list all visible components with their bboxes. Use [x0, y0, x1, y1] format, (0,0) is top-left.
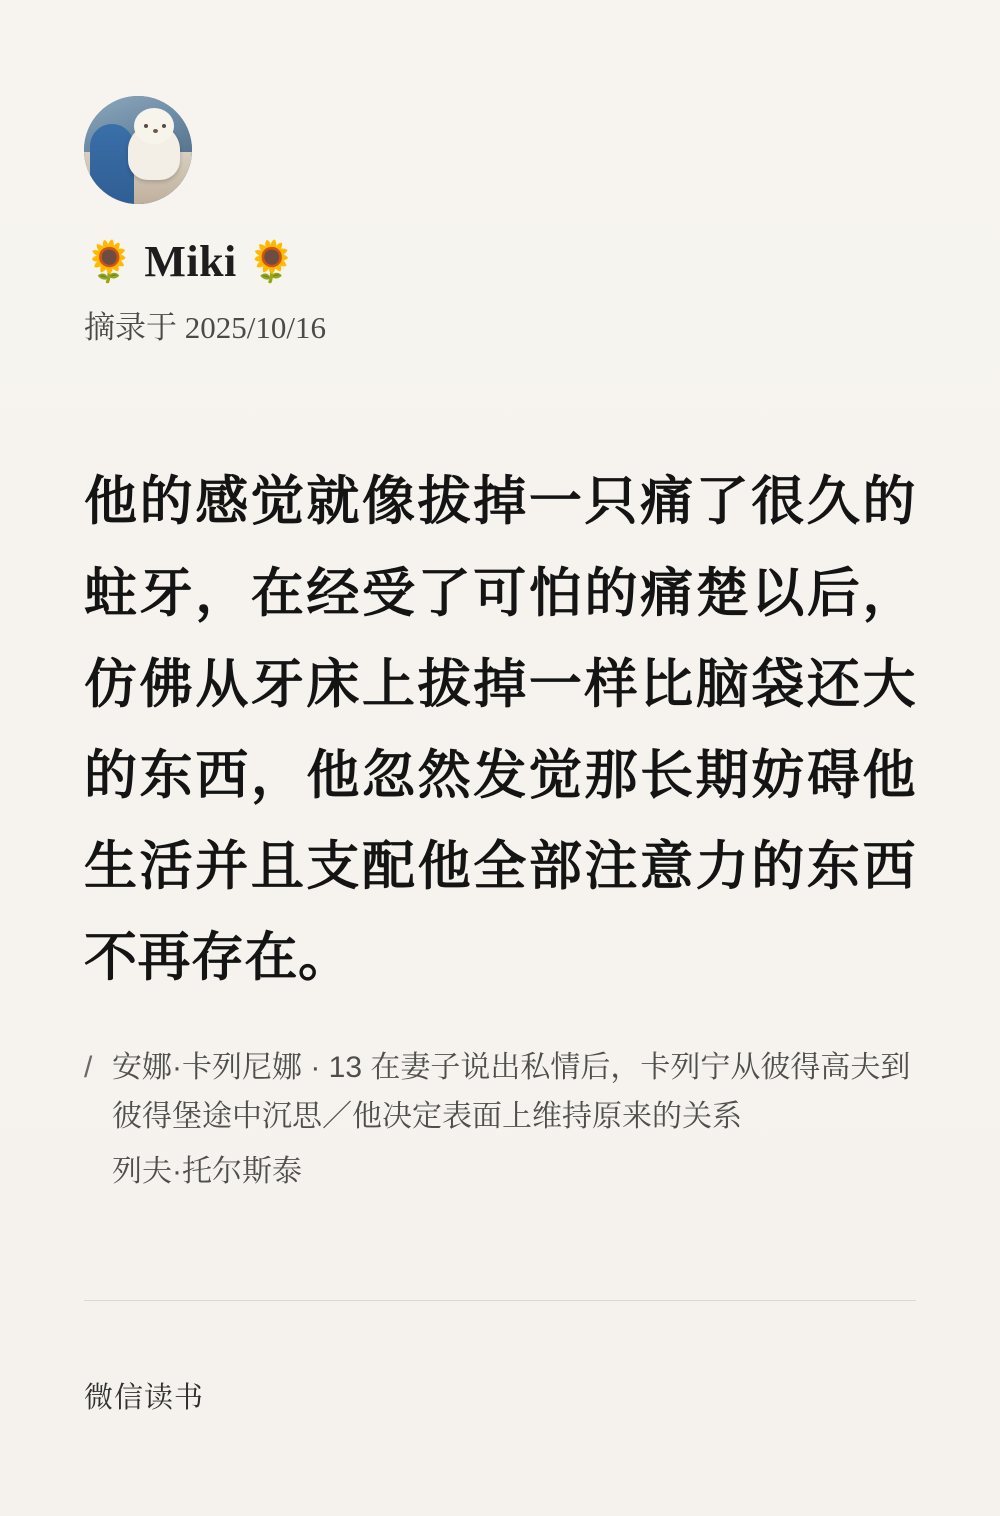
avatar-person-shape [90, 124, 134, 204]
avatar[interactable] [84, 96, 192, 204]
footer-divider [84, 1300, 916, 1301]
sunflower-icon-right: 🌻 [246, 239, 298, 285]
source-reference-label: 安娜·卡列尼娜 · 13 在妻子说出私情后，卡列宁从彼得高夫到彼得堡途中沉思／他决定表面上维持原来的关系 [112, 1051, 911, 1133]
excerpt-date-label: 摘录于 2025/10/16 [84, 310, 326, 346]
sunflower-icon-left: 🌻 [84, 239, 135, 285]
avatar-plush-eye-right [162, 124, 166, 128]
source-block [84, 1044, 916, 1196]
username-label: Miki [144, 237, 237, 286]
avatar-plush-eye-left [144, 124, 148, 128]
username-row [84, 238, 916, 286]
avatar-plush-head [134, 108, 174, 144]
app-name-label: 微信读书 [84, 1382, 205, 1414]
source-reference-line [84, 1044, 916, 1141]
source-slash: / [84, 1051, 93, 1085]
quote-text: 他的感觉就像拔掉一只痛了很久的蛀牙，在经受了可怕的痛楚以后，仿佛从牙床上拔掉一样比脑袋还大的东西，他忽然发觉那长期妨碍他生活并且支配他全部注意力的东西不再存在。 [84, 473, 916, 988]
avatar-plush-nose [153, 129, 158, 133]
source-author-label: 列夫·托尔斯泰 [112, 1154, 302, 1188]
